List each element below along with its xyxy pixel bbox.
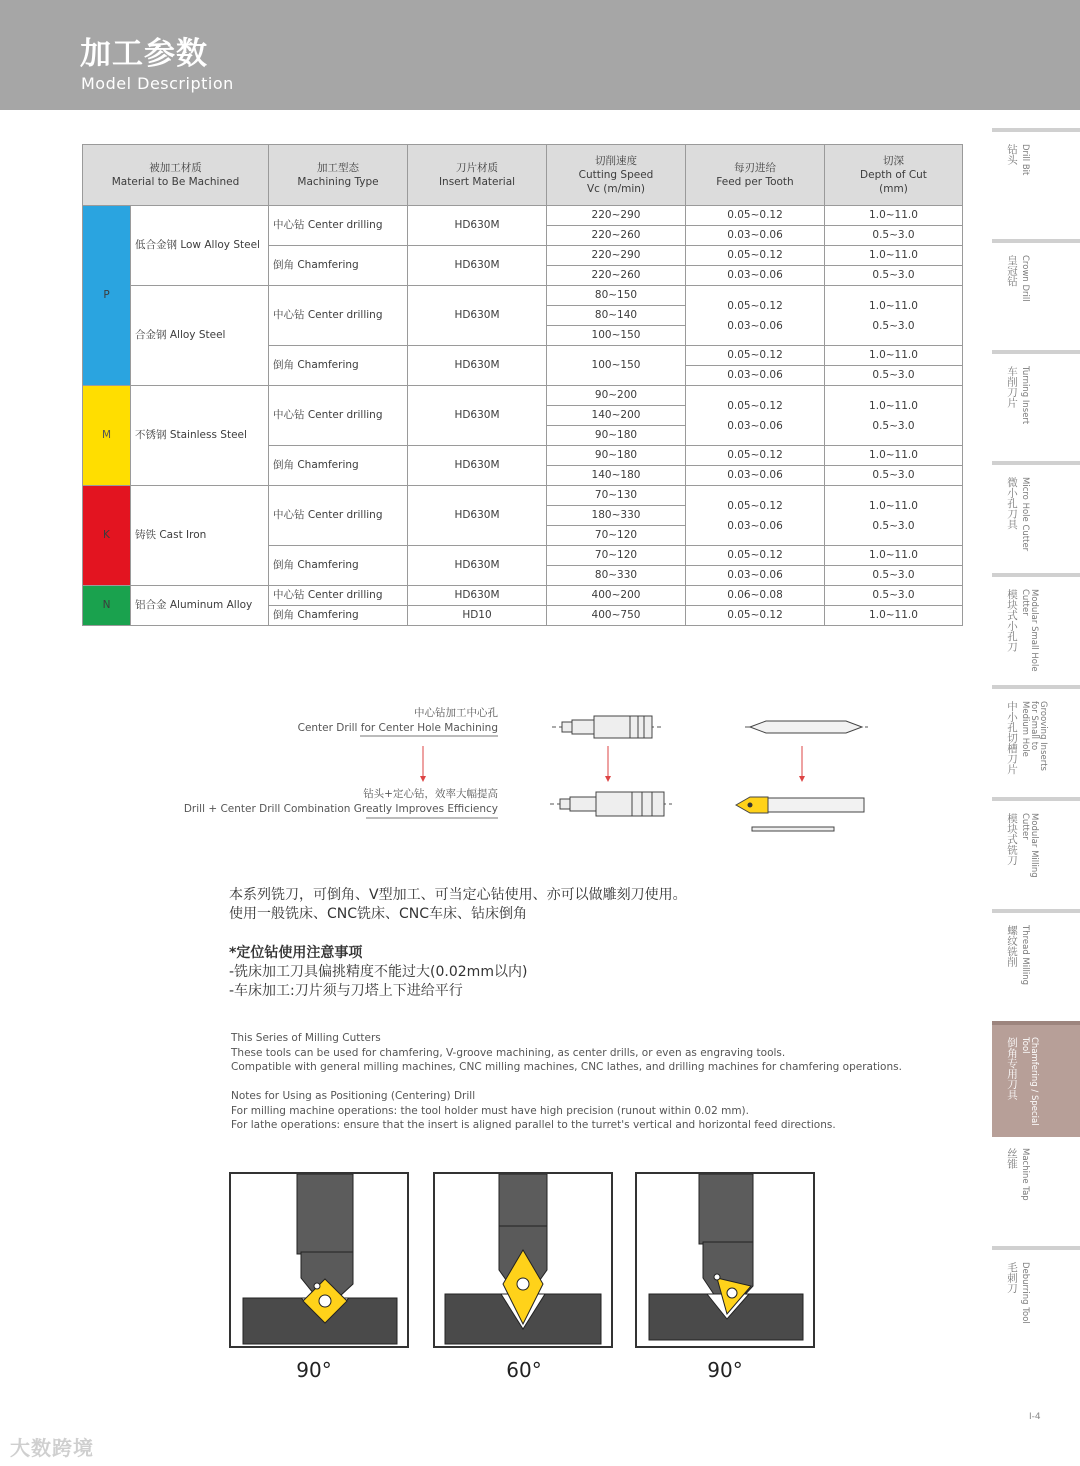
sidebar-item-deburring-tool[interactable]: 毛刺刀 Deburring Tool bbox=[992, 1246, 1080, 1358]
chamfer-60-drawing bbox=[435, 1174, 611, 1346]
angle-illustration-90-square bbox=[229, 1172, 409, 1348]
depth-cell: 1.0~11.0 0.5~3.0 bbox=[825, 386, 963, 446]
table-row bbox=[83, 286, 963, 306]
description-zh: 本系列铣刀，可倒角、V型加工、可当定心钻使用、亦可以做雕刻刀使用。 使用一般铣床、CNC铣床、CNC车床、钻床倒角 bbox=[229, 887, 687, 922]
table-row bbox=[83, 206, 963, 226]
sidebar-item-micro-hole-cutter[interactable]: 微小孔刀具 Micro Hole Cutter bbox=[992, 461, 1080, 573]
type-cell: 中心钻 Center drilling bbox=[269, 486, 408, 546]
chamfer-90-triangle-drawing bbox=[637, 1174, 813, 1346]
feed-cell: 0.06~0.08 bbox=[686, 586, 825, 606]
feed-cell: 0.05~0.12 0.03~0.06 bbox=[686, 286, 825, 346]
speed-cell: 90~200 bbox=[547, 386, 686, 406]
depth-cell: 1.0~11.0 0.5~3.0 bbox=[825, 286, 963, 346]
machining-parameters-table bbox=[82, 144, 963, 626]
type-cell: 中心钻 Center drilling bbox=[269, 586, 408, 606]
depth-cell: 0.5~3.0 bbox=[825, 266, 963, 286]
table-row bbox=[83, 386, 963, 406]
depth-cell: 0.5~3.0 bbox=[825, 586, 963, 606]
feed-cell: 0.05~0.12 bbox=[686, 446, 825, 466]
insert-cell: HD630M bbox=[408, 246, 547, 286]
sidebar-item-turning-insert[interactable]: 车削刀片 Turning Insert bbox=[992, 350, 1080, 462]
speed-cell: 80~330 bbox=[547, 566, 686, 586]
header-feed: 每刃进给 Feed per Tooth bbox=[686, 145, 825, 206]
sidebar-item-modular-milling[interactable]: 模块式铣刀 Modular Milling Cutter bbox=[992, 797, 1080, 909]
table-header-row bbox=[83, 145, 963, 206]
type-cell: 中心钻 Center drilling bbox=[269, 286, 408, 346]
angle-illustration-60 bbox=[433, 1172, 613, 1348]
page-title: 加工参数 bbox=[80, 36, 208, 72]
speed-cell: 220~290 bbox=[547, 246, 686, 266]
speed-cell: 70~130 bbox=[547, 486, 686, 506]
speed-cell: 400~750 bbox=[547, 606, 686, 626]
chamfer-90-drawing bbox=[231, 1174, 407, 1346]
type-cell: 倒角 Chamfering bbox=[269, 446, 408, 486]
feed-cell: 0.03~0.06 bbox=[686, 466, 825, 486]
insert-cell: HD630M bbox=[408, 286, 547, 346]
description-en: This Series of Milling Cutters These tools can be used for chamfering, V-groove machining, as center drills, or even as engraving tools. Compatible with general milling machines, CNC milling machines, CNC lathes, and drilling machines for chamfering operations. bbox=[231, 1032, 902, 1073]
header-machining-type: 加工型态 Machining Type bbox=[269, 145, 408, 206]
sidebar-item-chamfering-tool[interactable]: 倒角专用刀具 Chamfering / Special Tool bbox=[992, 1021, 1080, 1137]
feed-cell: 0.05~0.12 bbox=[686, 246, 825, 266]
feed-cell: 0.05~0.12 0.03~0.06 bbox=[686, 486, 825, 546]
speed-cell: 100~150 bbox=[547, 326, 686, 346]
group-code-n: N bbox=[83, 586, 131, 626]
speed-cell: 220~260 bbox=[547, 266, 686, 286]
sidebar-item-machine-tap[interactable]: 丝锥 Machine Tap bbox=[1006, 1148, 1030, 1201]
speed-cell: 90~180 bbox=[547, 446, 686, 466]
insert-cell: HD630M bbox=[408, 446, 547, 486]
depth-cell: 1.0~11.0 0.5~3.0 bbox=[825, 486, 963, 546]
depth-cell: 1.0~11.0 bbox=[825, 246, 963, 266]
feed-cell: 0.03~0.06 bbox=[686, 226, 825, 246]
feed-cell: 0.05~0.12 bbox=[686, 546, 825, 566]
material-cell: 铸铁 Cast Iron bbox=[131, 486, 269, 586]
feed-cell: 0.05~0.12 0.03~0.06 bbox=[686, 386, 825, 446]
type-cell: 倒角 Chamfering bbox=[269, 606, 408, 626]
tool-drawings bbox=[170, 700, 890, 850]
depth-cell: 0.5~3.0 bbox=[825, 466, 963, 486]
material-cell: 不锈钢 Stainless Steel bbox=[131, 386, 269, 486]
group-code-m: M bbox=[83, 386, 131, 486]
speed-cell: 220~260 bbox=[547, 226, 686, 246]
header-depth: 切深 Depth of Cut (mm) bbox=[825, 145, 963, 206]
angle-illustration-90-triangle bbox=[635, 1172, 815, 1348]
speed-cell: 180~330 bbox=[547, 506, 686, 526]
speed-cell: 80~140 bbox=[547, 306, 686, 326]
depth-cell: 0.5~3.0 bbox=[825, 226, 963, 246]
depth-cell: 1.0~11.0 bbox=[825, 346, 963, 366]
feed-cell: 0.05~0.12 bbox=[686, 606, 825, 626]
angle-label-3: 90° bbox=[707, 1358, 743, 1382]
material-cell: 低合金钢 Low Alloy Steel bbox=[131, 206, 269, 286]
group-code-p: P bbox=[83, 206, 131, 386]
header-material: 被加工材质 Material to Be Machined bbox=[83, 145, 269, 206]
material-cell: 铝合金 Aluminum Alloy bbox=[131, 586, 269, 626]
header-cutting-speed: 切削速度 Cutting Speed Vc (m/min) bbox=[547, 145, 686, 206]
group-code-k: K bbox=[83, 486, 131, 586]
feed-cell: 0.03~0.06 bbox=[686, 566, 825, 586]
depth-cell: 1.0~11.0 bbox=[825, 446, 963, 466]
sidebar-item-crown-drill[interactable]: 皇冠钻 Crown Drill bbox=[992, 239, 1080, 351]
table-row bbox=[83, 586, 963, 606]
insert-cell: HD630M bbox=[408, 486, 547, 546]
sidebar-item-drill-bit[interactable]: 钻头 Drill Bit bbox=[992, 128, 1080, 240]
notes-zh: *定位钻使用注意事项 -铣床加工刀具偏挑精度不能过大(0.02mm以内) -车床加工:刀片须与刀塔上下进给平行 bbox=[229, 945, 528, 999]
type-cell: 倒角 Chamfering bbox=[269, 546, 408, 586]
table-row bbox=[83, 486, 963, 506]
insert-cell: HD630M bbox=[408, 386, 547, 446]
center-drill-diagram bbox=[170, 700, 890, 850]
feed-cell: 0.05~0.12 bbox=[686, 346, 825, 366]
speed-cell: 70~120 bbox=[547, 546, 686, 566]
insert-cell: HD10 bbox=[408, 606, 547, 626]
depth-cell: 0.5~3.0 bbox=[825, 366, 963, 386]
feed-cell: 0.03~0.06 bbox=[686, 366, 825, 386]
speed-cell: 80~150 bbox=[547, 286, 686, 306]
insert-cell: HD630M bbox=[408, 206, 547, 246]
sidebar-item-modular-small-hole[interactable]: 模块式小孔刀 Modular Small Hole Cutter bbox=[992, 573, 1080, 685]
depth-cell: 1.0~11.0 bbox=[825, 206, 963, 226]
page-header bbox=[0, 0, 1080, 110]
diagram-label-center-drill: 中心钻加工中心孔 Center Drill for Center Hole Machining bbox=[297, 707, 498, 734]
speed-cell: 70~120 bbox=[547, 526, 686, 546]
page-number: I-4 bbox=[1029, 1412, 1041, 1422]
material-cell: 合金钢 Alloy Steel bbox=[131, 286, 269, 386]
speed-cell: 140~180 bbox=[547, 466, 686, 486]
angle-label-2: 60° bbox=[506, 1358, 542, 1382]
insert-cell: HD630M bbox=[408, 586, 547, 606]
speed-cell: 220~290 bbox=[547, 206, 686, 226]
header-insert-material: 刀片材质 Insert Material bbox=[408, 145, 547, 206]
diagram-label-combination: 钻头+定心钻，效率大幅提高 Drill + Center Drill Combination Greatly Improves Efficiency bbox=[183, 788, 498, 815]
type-cell: 倒角 Chamfering bbox=[269, 346, 408, 386]
watermark: 大数跨境 bbox=[10, 1436, 94, 1460]
page-subtitle: Model Description bbox=[81, 74, 234, 93]
speed-cell: 140~200 bbox=[547, 406, 686, 426]
type-cell: 倒角 Chamfering bbox=[269, 246, 408, 286]
insert-cell: HD630M bbox=[408, 546, 547, 586]
sidebar-item-thread-milling[interactable]: 螺纹铣削 Thread Milling bbox=[992, 909, 1080, 1021]
depth-cell: 0.5~3.0 bbox=[825, 566, 963, 586]
notes-en: Notes for Using as Positioning (Centering) Drill For milling machine operations: the tool holder must have high precision (runout within 0.02 mm). For lathe operations: ensure that the insert is aligned parallel to the turret's vertical and horizontal feed directions. bbox=[231, 1090, 836, 1131]
speed-cell: 400~200 bbox=[547, 586, 686, 606]
depth-cell: 1.0~11.0 bbox=[825, 546, 963, 566]
depth-cell: 1.0~11.0 bbox=[825, 606, 963, 626]
insert-cell: HD630M bbox=[408, 346, 547, 386]
angle-label-1: 90° bbox=[296, 1358, 332, 1382]
feed-cell: 0.05~0.12 bbox=[686, 206, 825, 226]
feed-cell: 0.03~0.06 bbox=[686, 266, 825, 286]
type-cell: 中心钻 Center drilling bbox=[269, 206, 408, 246]
speed-cell: 100~150 bbox=[547, 346, 686, 386]
sidebar-item-grooving-inserts[interactable]: 中小孔切槽刀片 Grooving Inserts for Small to Medium Hole bbox=[992, 685, 1080, 797]
speed-cell: 90~180 bbox=[547, 426, 686, 446]
type-cell: 中心钻 Center drilling bbox=[269, 386, 408, 446]
